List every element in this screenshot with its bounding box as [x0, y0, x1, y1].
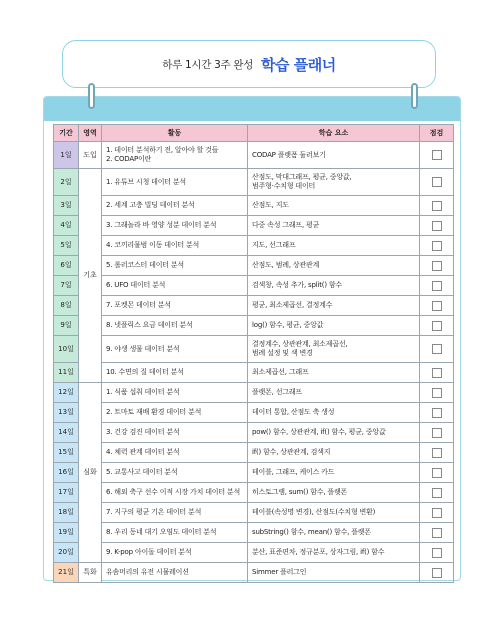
- checkbox[interactable]: [432, 261, 442, 271]
- col-header-check: 점검: [420, 125, 454, 142]
- period-cell: 10일: [54, 336, 79, 363]
- period-cell: 1일: [54, 142, 79, 169]
- table-row: [54, 423, 454, 443]
- table-row: [54, 296, 454, 316]
- activity-cell: 6. UFO 데이터 분석: [102, 276, 248, 296]
- activity-cell: 9. K-pop 아이돌 데이터 분석: [102, 543, 248, 563]
- area-cell: 기초: [79, 169, 102, 383]
- checkbox[interactable]: [432, 568, 442, 578]
- table-row: [54, 563, 454, 583]
- activity-cell: 2. 트마토 재배 환경 데이터 분석: [102, 403, 248, 423]
- check-cell: [420, 336, 454, 363]
- elements-cell: subString() 함수, mean() 함수, 플랫폰: [248, 523, 420, 543]
- planner-subtitle: 하루 1시간 3주 완성: [162, 58, 254, 71]
- check-cell: [420, 503, 454, 523]
- check-cell: [420, 563, 454, 583]
- check-cell: [420, 463, 454, 483]
- check-cell: [420, 523, 454, 543]
- table-row: [54, 383, 454, 403]
- checkbox[interactable]: [432, 368, 442, 378]
- period-cell: 4일: [54, 216, 79, 236]
- elements-cell: Simmer 플러그인: [248, 563, 420, 583]
- check-cell: [420, 236, 454, 256]
- activity-cell: 5. 교통사고 데이터 분석: [102, 463, 248, 483]
- period-cell: 21일: [54, 563, 79, 583]
- check-cell: [420, 443, 454, 463]
- elements-cell: 지도, 선그래프: [248, 236, 420, 256]
- elements-cell: 플랫폰, 선그래프: [248, 383, 420, 403]
- check-cell: [420, 276, 454, 296]
- checkbox[interactable]: [432, 321, 442, 331]
- planner-title: 학습 플래너: [261, 55, 336, 74]
- period-cell: 6일: [54, 256, 79, 276]
- checkbox[interactable]: [432, 528, 442, 538]
- activity-cell: 7. 포켓몬 데이터 분석: [102, 296, 248, 316]
- activity-cell: 1. 유튜브 시청 데이터 분석: [102, 169, 248, 196]
- activity-cell: 10. 수면의 질 데이터 분석: [102, 363, 248, 383]
- table-row: [54, 196, 454, 216]
- table-row: [54, 503, 454, 523]
- checkbox[interactable]: [432, 301, 442, 311]
- elements-cell: 산점도, 막대그래프, 평균, 중앙값, 범주형·수치형 데이터: [248, 169, 420, 196]
- table-row: [54, 463, 454, 483]
- check-cell: [420, 142, 454, 169]
- table-row: [54, 336, 454, 363]
- activity-cell: 4. 코끼리물범 이동 데이터 분석: [102, 236, 248, 256]
- table-row: [54, 363, 454, 383]
- panel-header-band: [44, 97, 460, 121]
- table-row: [54, 216, 454, 236]
- area-cell: 심화: [79, 383, 102, 563]
- planner-table: [53, 124, 454, 583]
- check-cell: [420, 316, 454, 336]
- period-cell: 16일: [54, 463, 79, 483]
- checkbox[interactable]: [432, 281, 442, 291]
- table-row: [54, 276, 454, 296]
- table-row: [54, 169, 454, 196]
- elements-cell: 다중 속성 그래프, 평균: [248, 216, 420, 236]
- col-header-elements: 학습 요소: [248, 125, 420, 142]
- col-header-area: 영역: [79, 125, 102, 142]
- check-cell: [420, 296, 454, 316]
- check-cell: [420, 216, 454, 236]
- elements-cell: if() 함수, 상관관계, 검색지: [248, 443, 420, 463]
- check-cell: [420, 543, 454, 563]
- checkbox[interactable]: [432, 468, 442, 478]
- checkbox[interactable]: [432, 508, 442, 518]
- period-cell: 9일: [54, 316, 79, 336]
- activity-cell: 3. 건강 검진 데이터 분석: [102, 423, 248, 443]
- elements-cell: 테이블(속성명 변경), 산점도(수치형 변환): [248, 503, 420, 523]
- check-cell: [420, 169, 454, 196]
- activity-cell: 8. 우리 동네 대기 오염도 데이터 분석: [102, 523, 248, 543]
- col-header-activity: 활동: [102, 125, 248, 142]
- activity-cell: 3. 그래놀라 바 영양 성분 데이터 분석: [102, 216, 248, 236]
- area-cell: 도입: [79, 142, 102, 169]
- checkbox[interactable]: [432, 488, 442, 498]
- binder-ring-icon: [88, 83, 95, 109]
- elements-cell: CODAP 플랫폼 둘러보기: [248, 142, 420, 169]
- elements-cell: 히스토그램, sum() 함수, 플랫폰: [248, 483, 420, 503]
- checkbox[interactable]: [432, 408, 442, 418]
- activity-cell: 2. 세계 고층 빌딩 데이터 분석: [102, 196, 248, 216]
- elements-cell: 산점도, 지도: [248, 196, 420, 216]
- table-row: [54, 316, 454, 336]
- table-row: [54, 543, 454, 563]
- activity-cell: 9. 야생 생물 데이터 분석: [102, 336, 248, 363]
- activity-cell: 1. 데이터 분석하기 전, 알아야 할 것들 2. CODAP이란: [102, 142, 248, 169]
- elements-cell: log() 함수, 평균, 중앙값: [248, 316, 420, 336]
- period-cell: 7일: [54, 276, 79, 296]
- activity-cell: 5. 롤러코스터 데이터 분석: [102, 256, 248, 276]
- check-cell: [420, 483, 454, 503]
- activity-cell: 6. 해외 축구 선수 이적 시장 가치 데이터 분석: [102, 483, 248, 503]
- elements-cell: 결정계수, 상관관계, 최소제곱선, 범례 설정 및 색 변경: [248, 336, 420, 363]
- elements-cell: 산점도, 범례, 상관관계: [248, 256, 420, 276]
- elements-cell: 검색창, 속성 추가, split() 함수: [248, 276, 420, 296]
- period-cell: 15일: [54, 443, 79, 463]
- table-row: [54, 256, 454, 276]
- elements-cell: 테이블, 그래프, 케이스 카드: [248, 463, 420, 483]
- table-row: [54, 142, 454, 169]
- table-row: [54, 236, 454, 256]
- check-cell: [420, 196, 454, 216]
- period-cell: 3일: [54, 196, 79, 216]
- activity-cell: 7. 지구의 평균 기온 데이터 분석: [102, 503, 248, 523]
- checkbox[interactable]: [432, 448, 442, 458]
- checkbox[interactable]: [432, 428, 442, 438]
- area-cell: 특화: [79, 563, 102, 583]
- check-cell: [420, 403, 454, 423]
- period-cell: 12일: [54, 383, 79, 403]
- table-row: [54, 483, 454, 503]
- col-header-period: 기간: [54, 125, 79, 142]
- table-row: [54, 523, 454, 543]
- period-cell: 17일: [54, 483, 79, 503]
- checkbox[interactable]: [432, 177, 442, 187]
- period-cell: 13일: [54, 403, 79, 423]
- table-row: [54, 443, 454, 463]
- checkbox[interactable]: [432, 388, 442, 398]
- activity-cell: 유솜머리의 유전 시뮬레이션: [102, 563, 248, 583]
- elements-cell: 최소제곱선, 그래프: [248, 363, 420, 383]
- elements-cell: 데이터 통합, 산점도 축 생성: [248, 403, 420, 423]
- check-cell: [420, 256, 454, 276]
- elements-cell: 평균, 최소제곱선, 결정계수: [248, 296, 420, 316]
- check-cell: [420, 363, 454, 383]
- period-cell: 14일: [54, 423, 79, 443]
- elements-cell: 분산, 표준편차, 정규분포, 상자그림, if() 함수: [248, 543, 420, 563]
- period-cell: 5일: [54, 236, 79, 256]
- period-cell: 18일: [54, 503, 79, 523]
- elements-cell: pow() 함수, 상관관계, if() 함수, 평균, 중앙값: [248, 423, 420, 443]
- planner-panel: [43, 96, 461, 581]
- checkbox[interactable]: [432, 548, 442, 558]
- check-cell: [420, 383, 454, 403]
- period-cell: 2일: [54, 169, 79, 196]
- period-cell: 20일: [54, 543, 79, 563]
- table-header-row: [54, 125, 454, 142]
- checkbox[interactable]: [432, 221, 442, 231]
- binder-ring-icon: [411, 83, 418, 109]
- period-cell: 8일: [54, 296, 79, 316]
- period-cell: 11일: [54, 363, 79, 383]
- period-cell: 19일: [54, 523, 79, 543]
- activity-cell: 8. 넷플릭스 요금 데이터 분석: [102, 316, 248, 336]
- checkbox[interactable]: [432, 201, 442, 211]
- checkbox[interactable]: [432, 241, 442, 251]
- planner-title-card: [62, 40, 436, 88]
- activity-cell: 1. 식품 섭취 데이터 분석: [102, 383, 248, 403]
- check-cell: [420, 423, 454, 443]
- activity-cell: 4. 체력 관계 데이터 분석: [102, 443, 248, 463]
- checkbox[interactable]: [432, 150, 442, 160]
- checkbox[interactable]: [432, 344, 442, 354]
- table-row: [54, 403, 454, 423]
